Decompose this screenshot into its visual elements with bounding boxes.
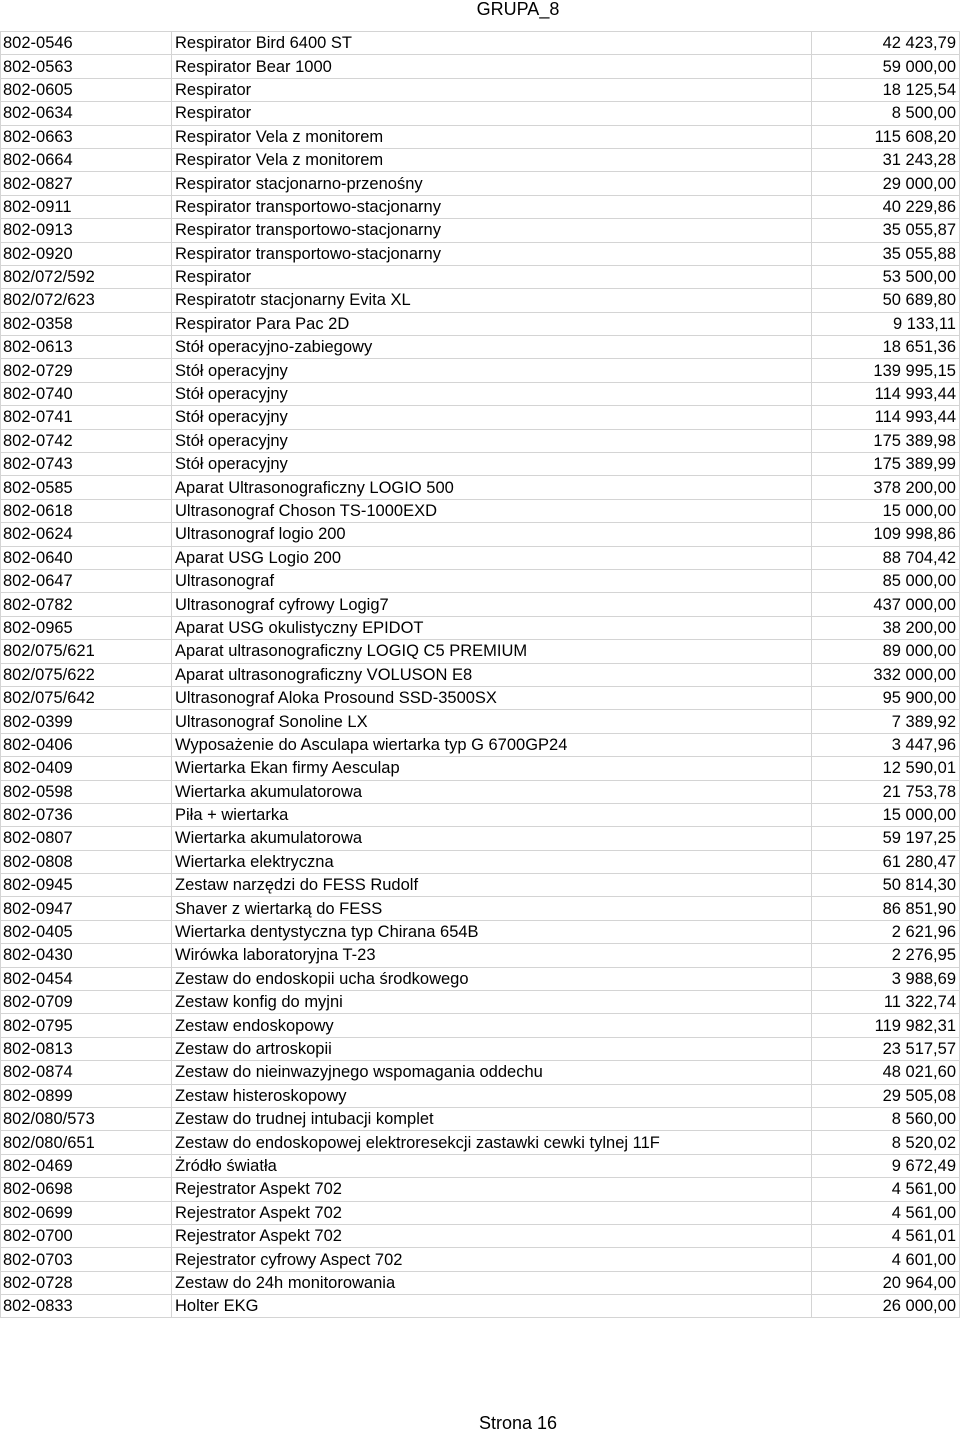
item-value-cell: 88 704,42: [812, 546, 960, 569]
item-value-cell: 26 000,00: [812, 1295, 960, 1318]
item-name-cell: Respirator Para Pac 2D: [172, 312, 812, 335]
inventory-code-cell: 802-0813: [1, 1037, 172, 1060]
item-value-cell: 175 389,98: [812, 429, 960, 452]
inventory-code-cell: 802-0598: [1, 780, 172, 803]
item-value-cell: 38 200,00: [812, 616, 960, 639]
item-name-cell: Zestaw konfig do myjni: [172, 991, 812, 1014]
item-name-cell: Zestaw do trudnej intubacji komplet: [172, 1107, 812, 1130]
inventory-code-cell: 802-0399: [1, 710, 172, 733]
inventory-code-cell: 802-0913: [1, 219, 172, 242]
inventory-code-cell: 802-0899: [1, 1084, 172, 1107]
inventory-code-cell: 802-0469: [1, 1154, 172, 1177]
inventory-code-cell: 802-0703: [1, 1248, 172, 1271]
page-header: GRUPA_8: [476, 0, 560, 19]
inventory-code-cell: 802-0874: [1, 1061, 172, 1084]
item-value-cell: 3 988,69: [812, 967, 960, 990]
table-row: [1, 1107, 960, 1130]
table-row: [1, 453, 960, 476]
inventory-code-cell: 802-0965: [1, 616, 172, 639]
inventory-code-cell: 802-0700: [1, 1224, 172, 1247]
inventory-code-cell: 802-0743: [1, 453, 172, 476]
table-row: [1, 55, 960, 78]
item-name-cell: Respirator: [172, 102, 812, 125]
inventory-code-cell: 802-0740: [1, 382, 172, 405]
table-row: [1, 1131, 960, 1154]
page-footer: Strona 16: [478, 1413, 558, 1433]
item-value-cell: 175 389,99: [812, 453, 960, 476]
table-row: [1, 663, 960, 686]
item-value-cell: 89 000,00: [812, 640, 960, 663]
inventory-code-cell: 802-0699: [1, 1201, 172, 1224]
item-value-cell: 23 517,57: [812, 1037, 960, 1060]
inventory-code-cell: 802-0405: [1, 920, 172, 943]
table-row: [1, 733, 960, 756]
item-value-cell: 86 851,90: [812, 897, 960, 920]
table-row: [1, 920, 960, 943]
item-value-cell: 50 689,80: [812, 289, 960, 312]
table-row: [1, 1271, 960, 1294]
item-name-cell: Zestaw do artroskopii: [172, 1037, 812, 1060]
item-name-cell: Aparat USG Logio 200: [172, 546, 812, 569]
table-row: [1, 148, 960, 171]
inventory-code-cell: 802-0613: [1, 336, 172, 359]
inventory-code-cell: 802-0546: [1, 32, 172, 55]
inventory-code-cell: 802-0808: [1, 850, 172, 873]
inventory-code-cell: 802-0807: [1, 827, 172, 850]
table-row: [1, 897, 960, 920]
item-value-cell: 9 672,49: [812, 1154, 960, 1177]
item-value-cell: 15 000,00: [812, 803, 960, 826]
item-value-cell: 4 601,00: [812, 1248, 960, 1271]
item-value-cell: 18 651,36: [812, 336, 960, 359]
item-name-cell: Wyposażenie do Asculapa wiertarka typ G 6700GP24: [172, 733, 812, 756]
item-value-cell: 12 590,01: [812, 757, 960, 780]
item-name-cell: Zestaw endoskopowy: [172, 1014, 812, 1037]
table-row: [1, 172, 960, 195]
inventory-code-cell: 802-0827: [1, 172, 172, 195]
item-name-cell: Stół operacyjny: [172, 429, 812, 452]
item-name-cell: Stół operacyjno-zabiegowy: [172, 336, 812, 359]
item-name-cell: Piła + wiertarka: [172, 803, 812, 826]
table-row: [1, 523, 960, 546]
table-row: [1, 382, 960, 405]
item-name-cell: Respirator: [172, 265, 812, 288]
item-name-cell: Stół operacyjny: [172, 382, 812, 405]
table-row: [1, 616, 960, 639]
inventory-code-cell: 802-0729: [1, 359, 172, 382]
table-row: [1, 1224, 960, 1247]
item-value-cell: 4 561,00: [812, 1178, 960, 1201]
table-row: [1, 265, 960, 288]
inventory-code-cell: 802-0911: [1, 195, 172, 218]
table-row: [1, 569, 960, 592]
item-value-cell: 42 423,79: [812, 32, 960, 55]
table-row: [1, 757, 960, 780]
inventory-code-cell: 802-0406: [1, 733, 172, 756]
inventory-code-cell: 802-0664: [1, 148, 172, 171]
item-value-cell: 8 560,00: [812, 1107, 960, 1130]
inventory-code-cell: 802-0742: [1, 429, 172, 452]
table-row: [1, 312, 960, 335]
inventory-code-cell: 802-0585: [1, 476, 172, 499]
item-name-cell: Respirator transportowo-stacjonarny: [172, 195, 812, 218]
table-row: [1, 1061, 960, 1084]
table-row: [1, 967, 960, 990]
item-name-cell: Ultrasonograf Choson TS-1000EXD: [172, 499, 812, 522]
item-value-cell: 53 500,00: [812, 265, 960, 288]
table-row: [1, 219, 960, 242]
item-value-cell: 3 447,96: [812, 733, 960, 756]
item-name-cell: Respirator Vela z monitorem: [172, 125, 812, 148]
inventory-code-cell: 802-0647: [1, 569, 172, 592]
item-name-cell: Wiertarka dentystyczna typ Chirana 654B: [172, 920, 812, 943]
item-value-cell: 7 389,92: [812, 710, 960, 733]
table-row: [1, 1014, 960, 1037]
table-row: [1, 78, 960, 101]
item-name-cell: Ultrasonograf cyfrowy Logig7: [172, 593, 812, 616]
item-value-cell: 85 000,00: [812, 569, 960, 592]
table-row: [1, 406, 960, 429]
item-value-cell: 115 608,20: [812, 125, 960, 148]
inventory-code-cell: 802-0454: [1, 967, 172, 990]
inventory-code-cell: 802-0634: [1, 102, 172, 125]
item-name-cell: Shaver z wiertarką do FESS: [172, 897, 812, 920]
item-name-cell: Respirator Vela z monitorem: [172, 148, 812, 171]
table-row: [1, 1178, 960, 1201]
inventory-code-cell: 802-0624: [1, 523, 172, 546]
item-value-cell: 59 000,00: [812, 55, 960, 78]
inventory-code-cell: 802-0640: [1, 546, 172, 569]
table-row: [1, 944, 960, 967]
item-name-cell: Holter EKG: [172, 1295, 812, 1318]
table-row: [1, 874, 960, 897]
inventory-code-cell: 802-0563: [1, 55, 172, 78]
item-name-cell: Respiratotr stacjonarny Evita XL: [172, 289, 812, 312]
item-value-cell: 20 964,00: [812, 1271, 960, 1294]
table-row: [1, 242, 960, 265]
table-row: [1, 336, 960, 359]
table-row: [1, 1154, 960, 1177]
inventory-code-cell: 802/080/651: [1, 1131, 172, 1154]
item-name-cell: Respirator Bird 6400 ST: [172, 32, 812, 55]
inventory-code-cell: 802-0947: [1, 897, 172, 920]
item-name-cell: Aparat ultrasonograficzny LOGIQ C5 PREMIUM: [172, 640, 812, 663]
item-name-cell: Respirator Bear 1000: [172, 55, 812, 78]
item-value-cell: 18 125,54: [812, 78, 960, 101]
inventory-table-body: [1, 32, 960, 1318]
table-row: [1, 1295, 960, 1318]
table-row: [1, 780, 960, 803]
inventory-code-cell: 802/075/622: [1, 663, 172, 686]
item-name-cell: Wiertarka Ekan firmy Aesculap: [172, 757, 812, 780]
item-name-cell: Aparat Ultrasonograficzny LOGIO 500: [172, 476, 812, 499]
inventory-code-cell: 802-0409: [1, 757, 172, 780]
inventory-code-cell: 802-0430: [1, 944, 172, 967]
item-name-cell: Wirówka laboratoryjna T-23: [172, 944, 812, 967]
table-row: [1, 546, 960, 569]
item-value-cell: 40 229,86: [812, 195, 960, 218]
item-name-cell: Stół operacyjny: [172, 359, 812, 382]
item-name-cell: Ultrasonograf Sonoline LX: [172, 710, 812, 733]
table-row: [1, 32, 960, 55]
table-row: [1, 102, 960, 125]
item-name-cell: Aparat ultrasonograficzny VOLUSON E8: [172, 663, 812, 686]
table-row: [1, 1201, 960, 1224]
inventory-code-cell: 802-0741: [1, 406, 172, 429]
table-row: [1, 686, 960, 709]
inventory-code-cell: 802-0709: [1, 991, 172, 1014]
table-row: [1, 125, 960, 148]
inventory-code-cell: 802-0736: [1, 803, 172, 826]
item-name-cell: Wiertarka akumulatorowa: [172, 827, 812, 850]
item-name-cell: Stół operacyjny: [172, 406, 812, 429]
item-name-cell: Zestaw do 24h monitorowania: [172, 1271, 812, 1294]
item-value-cell: 437 000,00: [812, 593, 960, 616]
table-row: [1, 593, 960, 616]
item-value-cell: 2 621,96: [812, 920, 960, 943]
inventory-code-cell: 802-0605: [1, 78, 172, 101]
inventory-code-cell: 802/075/621: [1, 640, 172, 663]
inventory-code-cell: 802-0782: [1, 593, 172, 616]
item-name-cell: Rejestrator Aspekt 702: [172, 1178, 812, 1201]
item-value-cell: 2 276,95: [812, 944, 960, 967]
item-value-cell: 35 055,87: [812, 219, 960, 242]
item-value-cell: 61 280,47: [812, 850, 960, 873]
table-row: [1, 803, 960, 826]
item-value-cell: 4 561,00: [812, 1201, 960, 1224]
item-value-cell: 139 995,15: [812, 359, 960, 382]
item-value-cell: 50 814,30: [812, 874, 960, 897]
item-value-cell: 8 520,02: [812, 1131, 960, 1154]
inventory-table: [0, 31, 960, 1318]
item-name-cell: Ultrasonograf logio 200: [172, 523, 812, 546]
inventory-code-cell: 802/072/592: [1, 265, 172, 288]
item-name-cell: Respirator: [172, 78, 812, 101]
item-value-cell: 95 900,00: [812, 686, 960, 709]
item-name-cell: Zestaw do endoskopii ucha środkowego: [172, 967, 812, 990]
item-name-cell: Wiertarka akumulatorowa: [172, 780, 812, 803]
table-row: [1, 195, 960, 218]
item-name-cell: Wiertarka elektryczna: [172, 850, 812, 873]
item-value-cell: 35 055,88: [812, 242, 960, 265]
item-name-cell: Aparat USG okulistyczny EPIDOT: [172, 616, 812, 639]
item-name-cell: Respirator transportowo-stacjonarny: [172, 219, 812, 242]
inventory-code-cell: 802-0663: [1, 125, 172, 148]
inventory-code-cell: 802/080/573: [1, 1107, 172, 1130]
inventory-code-cell: 802-0795: [1, 1014, 172, 1037]
table-row: [1, 499, 960, 522]
item-value-cell: 29 000,00: [812, 172, 960, 195]
table-row: [1, 1084, 960, 1107]
inventory-code-cell: 802/072/623: [1, 289, 172, 312]
item-name-cell: Żródło światła: [172, 1154, 812, 1177]
table-row: [1, 476, 960, 499]
inventory-code-cell: 802-0728: [1, 1271, 172, 1294]
item-name-cell: Rejestrator Aspekt 702: [172, 1201, 812, 1224]
table-row: [1, 827, 960, 850]
item-value-cell: 9 133,11: [812, 312, 960, 335]
table-row: [1, 429, 960, 452]
item-name-cell: Stół operacyjny: [172, 453, 812, 476]
item-value-cell: 4 561,01: [812, 1224, 960, 1247]
table-row: [1, 640, 960, 663]
table-row: [1, 289, 960, 312]
inventory-code-cell: 802-0920: [1, 242, 172, 265]
item-name-cell: Zestaw do endoskopowej elektroresekcji zastawki cewki tylnej 11F: [172, 1131, 812, 1154]
item-name-cell: Respirator stacjonarno-przenośny: [172, 172, 812, 195]
inventory-code-cell: 802-0618: [1, 499, 172, 522]
item-name-cell: Ultrasonograf Aloka Prosound SSD-3500SX: [172, 686, 812, 709]
inventory-code-cell: 802-0833: [1, 1295, 172, 1318]
item-value-cell: 114 993,44: [812, 406, 960, 429]
item-name-cell: Zestaw narzędzi do FESS Rudolf: [172, 874, 812, 897]
item-name-cell: Zestaw do nieinwazyjnego wspomagania oddechu: [172, 1061, 812, 1084]
table-row: [1, 359, 960, 382]
item-value-cell: 31 243,28: [812, 148, 960, 171]
inventory-code-cell: 802-0358: [1, 312, 172, 335]
item-value-cell: 21 753,78: [812, 780, 960, 803]
inventory-code-cell: 802-0945: [1, 874, 172, 897]
item-value-cell: 29 505,08: [812, 1084, 960, 1107]
item-value-cell: 8 500,00: [812, 102, 960, 125]
table-row: [1, 710, 960, 733]
item-name-cell: Zestaw histeroskopowy: [172, 1084, 812, 1107]
item-value-cell: 109 998,86: [812, 523, 960, 546]
item-value-cell: 332 000,00: [812, 663, 960, 686]
item-value-cell: 11 322,74: [812, 991, 960, 1014]
item-name-cell: Rejestrator Aspekt 702: [172, 1224, 812, 1247]
item-name-cell: Ultrasonograf: [172, 569, 812, 592]
item-name-cell: Rejestrator cyfrowy Aspect 702: [172, 1248, 812, 1271]
item-value-cell: 48 021,60: [812, 1061, 960, 1084]
item-value-cell: 119 982,31: [812, 1014, 960, 1037]
inventory-code-cell: 802-0698: [1, 1178, 172, 1201]
inventory-code-cell: 802/075/642: [1, 686, 172, 709]
item-value-cell: 378 200,00: [812, 476, 960, 499]
item-name-cell: Respirator transportowo-stacjonarny: [172, 242, 812, 265]
table-row: [1, 991, 960, 1014]
item-value-cell: 59 197,25: [812, 827, 960, 850]
table-row: [1, 1248, 960, 1271]
table-row: [1, 850, 960, 873]
item-value-cell: 114 993,44: [812, 382, 960, 405]
item-value-cell: 15 000,00: [812, 499, 960, 522]
table-row: [1, 1037, 960, 1060]
